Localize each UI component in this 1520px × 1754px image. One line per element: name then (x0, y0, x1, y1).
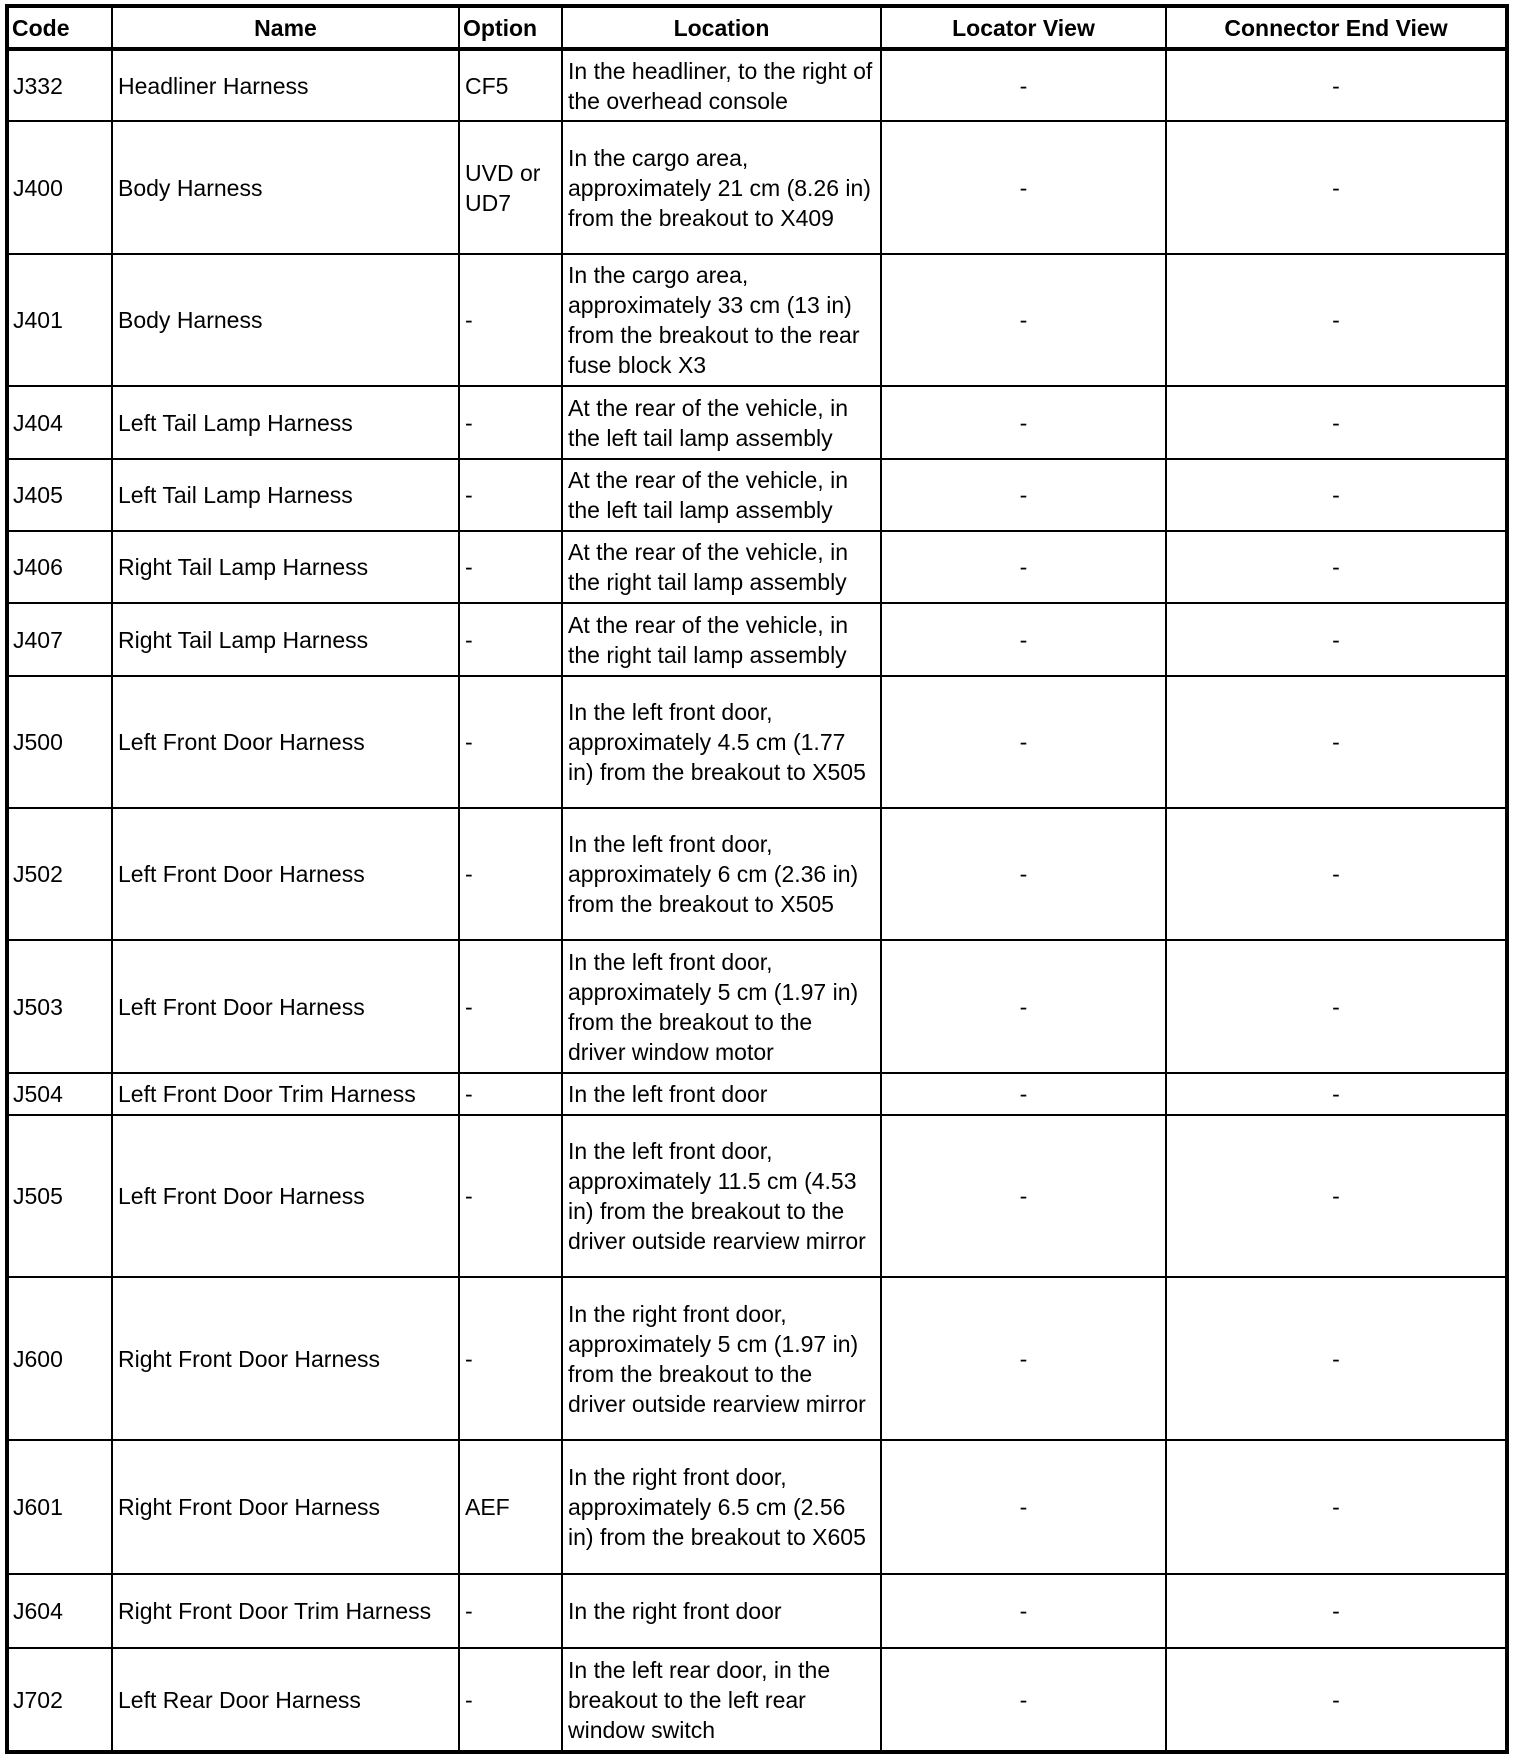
cell-location: In the right front door, approximately 5 cm (1.97 in) from the breakout to the driver outside rearview mirror (562, 1277, 881, 1440)
cell-connector-end-view: - (1166, 1277, 1507, 1440)
cell-name: Headliner Harness (112, 49, 459, 121)
cell-connector-end-view: - (1166, 459, 1507, 531)
cell-location: In the right front door (562, 1574, 881, 1648)
cell-name: Right Front Door Harness (112, 1440, 459, 1574)
cell-location: At the rear of the vehicle, in the left tail lamp assembly (562, 459, 881, 531)
cell-option: - (459, 808, 562, 940)
cell-option: UVD or UD7 (459, 121, 562, 254)
cell-location: In the left front door, approximately 5 cm (1.97 in) from the breakout to the driver window motor (562, 940, 881, 1073)
cell-code: J504 (7, 1073, 112, 1115)
cell-locator-view: - (881, 121, 1166, 254)
table-row (7, 531, 1507, 603)
cell-connector-end-view: - (1166, 1440, 1507, 1574)
cell-option: - (459, 459, 562, 531)
cell-code: J601 (7, 1440, 112, 1574)
cell-locator-view: - (881, 1440, 1166, 1574)
table-row (7, 459, 1507, 531)
cell-locator-view: - (881, 1648, 1166, 1752)
cell-location: In the cargo area, approximately 33 cm (13 in) from the breakout to the rear fuse block X3 (562, 254, 881, 386)
cell-connector-end-view: - (1166, 808, 1507, 940)
cell-name: Left Front Door Harness (112, 940, 459, 1073)
cell-code: J503 (7, 940, 112, 1073)
cell-name: Left Rear Door Harness (112, 1648, 459, 1752)
header-connector-end-view: Connector End View (1166, 6, 1507, 49)
table-row (7, 1440, 1507, 1574)
cell-connector-end-view: - (1166, 1574, 1507, 1648)
cell-option: - (459, 940, 562, 1073)
cell-locator-view: - (881, 808, 1166, 940)
table-row (7, 1073, 1507, 1115)
cell-option: - (459, 1073, 562, 1115)
table-row (7, 49, 1507, 121)
header-name: Name (112, 6, 459, 49)
cell-name: Right Tail Lamp Harness (112, 603, 459, 676)
table-row (7, 808, 1507, 940)
cell-connector-end-view: - (1166, 531, 1507, 603)
cell-location: In the cargo area, approximately 21 cm (8.26 in) from the breakout to X409 (562, 121, 881, 254)
cell-option: - (459, 386, 562, 459)
cell-option: - (459, 531, 562, 603)
cell-locator-view: - (881, 1115, 1166, 1277)
cell-option: CF5 (459, 49, 562, 121)
cell-connector-end-view: - (1166, 1648, 1507, 1752)
cell-name: Left Tail Lamp Harness (112, 459, 459, 531)
cell-location: In the left front door (562, 1073, 881, 1115)
cell-locator-view: - (881, 940, 1166, 1073)
cell-location: In the left rear door, in the breakout to the left rear window switch (562, 1648, 881, 1752)
table-row (7, 386, 1507, 459)
cell-name: Left Front Door Harness (112, 676, 459, 808)
cell-code: J332 (7, 49, 112, 121)
cell-location: In the right front door, approximately 6.5 cm (2.56 in) from the breakout to X605 (562, 1440, 881, 1574)
table-row (7, 1277, 1507, 1440)
cell-connector-end-view: - (1166, 1115, 1507, 1277)
cell-code: J702 (7, 1648, 112, 1752)
cell-code: J406 (7, 531, 112, 603)
cell-connector-end-view: - (1166, 121, 1507, 254)
cell-location: In the left front door, approximately 4.5 cm (1.77 in) from the breakout to X505 (562, 676, 881, 808)
cell-location: In the left front door, approximately 11.5 cm (4.53 in) from the breakout to the driver outside rearview mirror (562, 1115, 881, 1277)
header-locator-view: Locator View (881, 6, 1166, 49)
cell-locator-view: - (881, 531, 1166, 603)
cell-location: At the rear of the vehicle, in the left tail lamp assembly (562, 386, 881, 459)
cell-code: J407 (7, 603, 112, 676)
cell-locator-view: - (881, 254, 1166, 386)
cell-locator-view: - (881, 603, 1166, 676)
header-option: Option (459, 6, 562, 49)
table-row (7, 121, 1507, 254)
cell-code: J404 (7, 386, 112, 459)
cell-option: - (459, 1648, 562, 1752)
cell-name: Right Front Door Trim Harness (112, 1574, 459, 1648)
cell-name: Body Harness (112, 121, 459, 254)
cell-location: At the rear of the vehicle, in the right tail lamp assembly (562, 603, 881, 676)
cell-locator-view: - (881, 676, 1166, 808)
cell-name: Left Front Door Trim Harness (112, 1073, 459, 1115)
table-row (7, 1115, 1507, 1277)
table-row (7, 940, 1507, 1073)
cell-option: - (459, 603, 562, 676)
cell-name: Left Front Door Harness (112, 1115, 459, 1277)
cell-option: AEF (459, 1440, 562, 1574)
cell-option: - (459, 676, 562, 808)
cell-connector-end-view: - (1166, 254, 1507, 386)
table-row (7, 603, 1507, 676)
header-row (7, 6, 1507, 49)
cell-location: At the rear of the vehicle, in the right tail lamp assembly (562, 531, 881, 603)
cell-option: - (459, 254, 562, 386)
header-location: Location (562, 6, 881, 49)
cell-option: - (459, 1574, 562, 1648)
cell-connector-end-view: - (1166, 1073, 1507, 1115)
cell-option: - (459, 1277, 562, 1440)
cell-locator-view: - (881, 1073, 1166, 1115)
cell-locator-view: - (881, 49, 1166, 121)
cell-connector-end-view: - (1166, 49, 1507, 121)
cell-location: In the left front door, approximately 6 cm (2.36 in) from the breakout to X505 (562, 808, 881, 940)
table-row (7, 254, 1507, 386)
cell-code: J604 (7, 1574, 112, 1648)
cell-name: Right Front Door Harness (112, 1277, 459, 1440)
cell-name: Right Tail Lamp Harness (112, 531, 459, 603)
cell-code: J600 (7, 1277, 112, 1440)
cell-locator-view: - (881, 1574, 1166, 1648)
cell-connector-end-view: - (1166, 603, 1507, 676)
cell-code: J502 (7, 808, 112, 940)
cell-locator-view: - (881, 386, 1166, 459)
cell-option: - (459, 1115, 562, 1277)
cell-locator-view: - (881, 1277, 1166, 1440)
cell-location: In the headliner, to the right of the overhead console (562, 49, 881, 121)
table-row (7, 676, 1507, 808)
connector-table (5, 4, 1509, 1754)
header-code: Code (7, 6, 112, 49)
cell-code: J500 (7, 676, 112, 808)
cell-name: Left Front Door Harness (112, 808, 459, 940)
cell-code: J505 (7, 1115, 112, 1277)
cell-code: J405 (7, 459, 112, 531)
cell-connector-end-view: - (1166, 386, 1507, 459)
cell-connector-end-view: - (1166, 676, 1507, 808)
cell-code: J400 (7, 121, 112, 254)
cell-locator-view: - (881, 459, 1166, 531)
table-row (7, 1574, 1507, 1648)
table-row (7, 1648, 1507, 1752)
cell-connector-end-view: - (1166, 940, 1507, 1073)
cell-code: J401 (7, 254, 112, 386)
cell-name: Body Harness (112, 254, 459, 386)
cell-name: Left Tail Lamp Harness (112, 386, 459, 459)
